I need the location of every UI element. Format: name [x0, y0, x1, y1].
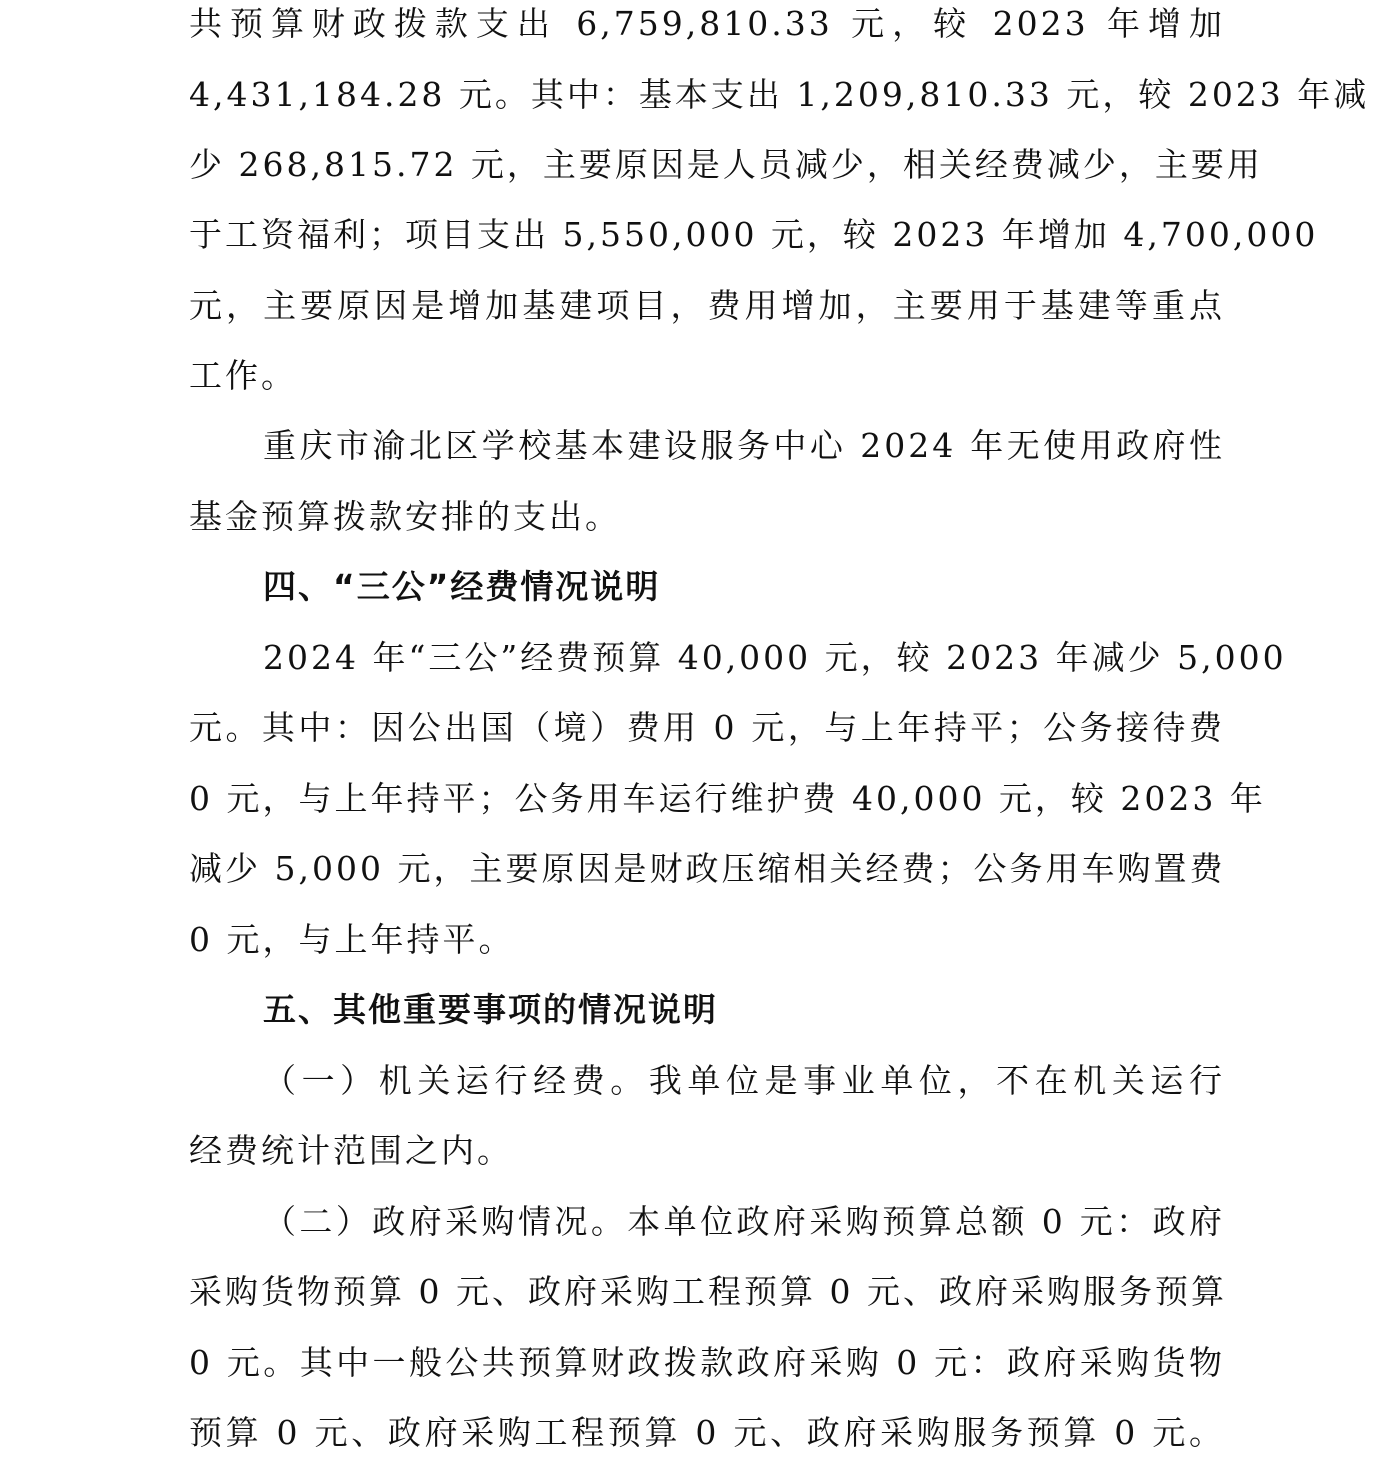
paragraph-line: 0 元。其中一般公共预算财政拨款政府采购 0 元：政府采购货物	[189, 1343, 1225, 1382]
paragraph-line: 元，主要原因是增加基建项目，费用增加，主要用于基建等重点	[189, 286, 1225, 325]
paragraph-line: 基金预算拨款安排的支出。	[189, 497, 621, 536]
paragraph-line: 减少 5,000 元，主要原因是财政压缩相关经费；公务用车购置费	[189, 849, 1226, 888]
paragraph-line: 元。其中：因公出国（境）费用 0 元，与上年持平；公务接待费	[189, 708, 1225, 747]
paragraph-line: 共预算财政拨款支出 6,759,810.33 元，较 2023 年增加	[189, 4, 1225, 43]
section-heading-three-public-expenses: 四、“三公”经费情况说明	[263, 567, 661, 606]
paragraph-line: 2024 年“三公”经费预算 40,000 元，较 2023 年减少 5,000	[263, 638, 1287, 677]
paragraph-line: 重庆市渝北区学校基本建设服务中心 2024 年无使用政府性	[263, 426, 1225, 465]
paragraph-line: 工作。	[189, 356, 297, 395]
paragraph-line: （二）政府采购情况。本单位政府采购预算总额 0 元：政府	[263, 1202, 1225, 1241]
paragraph-line: 经费统计范围之内。	[189, 1131, 513, 1170]
paragraph-line: 0 元，与上年持平。	[189, 920, 515, 959]
paragraph-line: （一）机关运行经费。我单位是事业单位，不在机关运行	[263, 1061, 1225, 1100]
paragraph-line: 采购货物预算 0 元、政府采购工程预算 0 元、政府采购服务预算	[189, 1272, 1227, 1311]
paragraph-line: 4,431,184.28 元。其中：基本支出 1,209,810.33 元，较 2023 年减	[189, 75, 1370, 114]
paragraph-line: 少 268,815.72 元，主要原因是人员减少，相关经费减少，主要用	[189, 145, 1263, 184]
paragraph-line: 于工资福利；项目支出 5,550,000 元，较 2023 年增加 4,700,000	[189, 215, 1319, 254]
paragraph-line: 0 元，与上年持平；公务用车运行维护费 40,000 元，较 2023 年	[189, 779, 1266, 818]
section-heading-other-matters: 五、其他重要事项的情况说明	[263, 990, 718, 1029]
paragraph-line: 预算 0 元、政府采购工程预算 0 元、政府采购服务预算 0 元。	[189, 1413, 1225, 1452]
